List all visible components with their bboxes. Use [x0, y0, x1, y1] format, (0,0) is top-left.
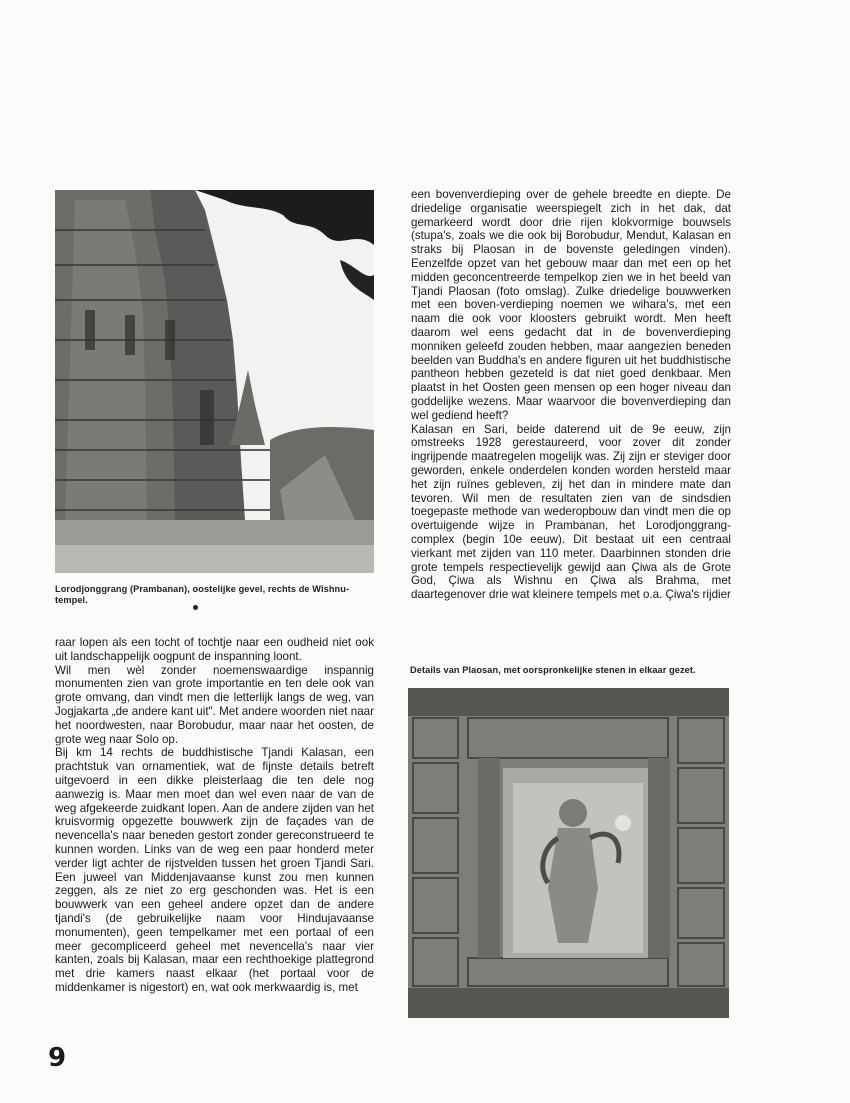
page-number: 9 — [48, 1043, 67, 1073]
right-column-paragraphs: een bovenverdieping over de gehele breedte en diepte. De driedelige organisatie weerspiegelt zich in het dak, dat gemarkeerd wordt door drie rijen klokvormige bouwsels (stupa's, zoals we die ook bij Borobudur, Mendut, Kalasan en straks bij Plaosan in de bovenste geledingen vinden). Eenzelfde opzet van het gebouw maar dan met een op het midden geconcentreerde tempelkop zien we in het beeld van Tjandi Plaosan (foto omslag). Zulke driedelige bouwwerken met een boven-verdieping noemen we wihara's, met een naam die ook voor kloosters gebruikt wordt. Men heeft daarom wel eens gedacht dat in de bovenverdieping monniken geleefd zouden hebben, maar aangezien beneden beelden van Buddha's en andere figuren uit het buddhistische pantheon hebben gezeteld is dat niet goed denkbaar. Men plaatst in het Oosten geen mensen op een hoger niveau dan goddelijke wezens. Maar waarvoor die bovenverdieping dan wel gediend heeft? Kalasan en Sari, beide daterend uit de 9e eeuw, zijn omstreeks 1928 gerestaureerd, voor zover dit zonder ingrijpende maatregelen mogelijk was. Zij zijn er steviger door geworden, enkele onderdelen konden worden hersteld maar het zijn ruïnes gebleven, zij het dan in mindere mate dan tevoren. Wil men de resultaten zien van de sindsdien toegepaste methode van wederopbouw dan vindt men die op overtuigende wijze in Prambanan, het Lorodjonggrang-complex (begin 10e eeuw). Dit bestaat uit een centraal vierkant met zijden van 110 meter. Daarbinnen stonden drie grote tempels respectievelijk gewijd aan Çiwa als de Grote God, Çiwa als Wishnu en Çiwa als Brahma, met daartegenover drie wat kleinere tempels met o.a. Çiwa's rijdier — [411, 188, 731, 602]
right-column-text — [411, 188, 731, 602]
temple-photo — [55, 190, 374, 573]
relief-photo-caption: Details van Plaosan, met oorspronkelijke stenen in elkaar gezet. — [410, 665, 696, 675]
left-column-paragraphs: raar lopen als een tocht of tochtje naar een oudheid niet ook uit landschappelijk oogpunt de inspanning loont. Wil men wèl zonder noemenswaardige inspannig monumenten zien van grote importantie en ten dele ook van grote omvang, dan vindt men die letterlijk langs de weg, van Jogjakarta „de andere kant uit". Met andere woorden niet naar het noordwesten, naar Borobudur, maar naar het oosten, de grote weg naar Solo op. Bij km 14 rechts de buddhistische Tjandi Kalasan, een prachtstuk van ornamentiek, wat de fijnste details betreft uitgevoerd in een dikke pleisterlaag die ten dele nog aanwezig is. Maar men moet dan wel even naar de van de weg afgekeerde zuidkant lopen. Aan de andere zijden van het kruisvormig opgezette bouwwerk zijn de façades van de nevencella's naar beneden gestort zonder gereconstrueerd te kunnen worden. Links van de weg een paar honderd meter verder ligt achter de rijstvelden tussen het groen Tjandi Sari. Een juweel van Middenjavaanse kunst zou men kunnen zeggen, als ze niet zo erg geschonden was. Het is een bouwwerk van een geheel andere opzet dan de andere tjandi's (de gebruikelijke naam voor Hindujavaanse monumenten), geen tempelkamer met een portaal of een meer gecompliceerd geheel met nevencella's naar vier kanten, zoals bij Kalasan, maar een rechthoekige plattegrond met drie kamers naast elkaar (het portaal voor de middenkamer is nigestort) en, wat ook merkwaardig is, met — [55, 636, 374, 994]
temple-photo-caption: Lorodjonggrang (Prambanan), oostelijke gevel, rechts de Wishnu-tempel. — [55, 584, 350, 605]
left-column-text — [55, 636, 374, 995]
relief-photo — [408, 688, 729, 1018]
caption-bullet — [193, 605, 198, 610]
